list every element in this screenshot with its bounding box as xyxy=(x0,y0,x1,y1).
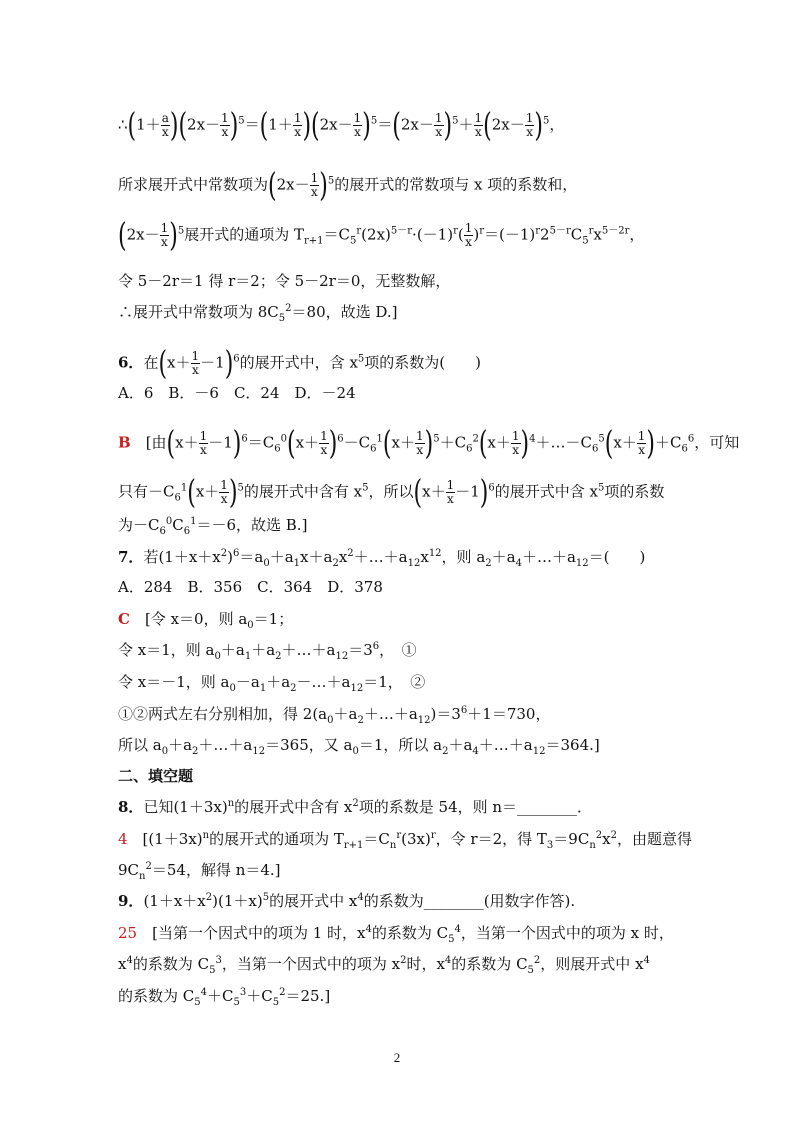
options-7: A．284 B．356 C．364 D．378 xyxy=(118,578,383,596)
question-number: 9． xyxy=(118,892,144,910)
answer-8-line-2: $9C_n^2=54$，解得 n＝4.] xyxy=(118,861,281,882)
solution-line-4: 令 5－2r＝1 得 r＝2；令 5－2r＝0，无整数解， xyxy=(118,272,451,290)
answer-8-line-1: 4 [$(1+3x)^n$的展开式的通项为 $T_{r+1}=C_n^r(3x)^r$，令 r＝2，得 $T_3=9C_n^2x^2$，由题意得 xyxy=(118,830,692,851)
solution-line-1: ∴(1＋ $\frac{a}{x}$ )(2x－ $\frac{1}{x}$ )$^5$＝(1＋ $\frac{1}{x}$ )(2x－ $\frac{1}{x}$ )$^5$＝(2x－ $\frac{1}{x}$ )$^5$＋ $\frac{1}{x}$ (2x－ $\frac{1}{x}$ )$^5$， xyxy=(118,107,565,145)
question-7: 7．若$(1+x+x^2)^6=a_0+a_1x+a_2x^2+\dots+a_{12}x^{12}$，则 $a_2+a_4+\dots+a_{12}=$( ) xyxy=(118,548,646,569)
question-8: 8．已知$(1+3x)^n$的展开式中含有 $x^2$项的系数是 54，则 n＝________． xyxy=(118,798,593,816)
question-number: 7． xyxy=(118,548,144,566)
answer-7-line-1: C [令 x＝0，则 $a_0=1$； xyxy=(118,610,294,631)
answer-7-line-3: 令 x＝－1，则 $a_0-a_1+a_2-\dots+a_{12}=1$， ② xyxy=(118,673,426,694)
answer-6-line-2: 只有$-C_6^1(x+$ $\frac{1}{x}$ )$^5$的展开式中含有 $x^5$，所以(x＋ $\frac{1}{x}$ －1)$^6$的展开式中含 $x^5$项的系数 xyxy=(118,474,665,512)
question-number: 8． xyxy=(118,798,144,816)
answer-7-line-5: 所以 $a_0+a_2+\dots+a_{12}=365$，又 $a_0=1$，所以 $a_2+a_4+\dots+a_{12}=364$.] xyxy=(118,736,600,757)
answer-7-line-2: 令 x＝1，则 $a_0+a_1+a_2+\dots+a_{12}=3^6$， ① xyxy=(118,641,417,662)
question-6: 6．在(x＋ $\frac{1}{x}$ －1)$^6$的展开式中，含 $x^5$项的系数为( ) xyxy=(118,345,481,383)
section-heading: 二、填空题 xyxy=(118,767,194,785)
answer-label: C xyxy=(118,610,130,628)
question-number: 6． xyxy=(118,353,144,372)
answer-9-line-3: 的系数为 $C_5^4+C_5^3+C_5^2=25$.] xyxy=(118,987,331,1008)
answer-6-line-1: B [由(x＋ $\frac{1}{x}$ $-1)^6=C_6^0(x+$ $\frac{1}{x}$ )$^6-C_6^1(x+$ $\frac{1}{x}$ )$^5+C_6^2(x+$ $\frac{1}{x}$ )$^4+\dots-C_6^5(x+$ $\frac{1}{x}$ )$+C_6^6$，可知 xyxy=(118,425,740,463)
answer-7-line-4: ①②两式左右分别相加，得 $2(a_0+a_2+\dots+a_{12})=3^6+1=730$， xyxy=(118,705,551,726)
answer-label: B xyxy=(118,433,131,452)
question-9: 9．$(1+x+x^2)(1+x)^5$的展开式中 $x^4$的系数为________(用数字作答). xyxy=(118,892,576,910)
solution-line-2: 所求展开式中常数项为(2x－ $\frac{1}{x}$ )$^5$的展开式的常数项与 x 项的系数和， xyxy=(118,167,578,205)
answer-label: 4 xyxy=(118,830,128,848)
solution-line-3: (2x－ $\frac{1}{x}$ )$^5$展开式的通项为 $T_{r+1}=C_5^r(2x)^{5-r}\cdot(-1)^r$( $\frac{1}{x}$ )$^r=(-1)^r2^{5-r}C_5^rx^{5-2r}$， xyxy=(118,217,645,255)
options-6: A．6 B．－6 C．24 D．－24 xyxy=(118,384,356,402)
answer-9-line-2: $x^4$的系数为 $C_5^3$，当第一个因式中的项为 $x^2$时，$x^4$的系数为 $C_5^2$，则展开式中 $x^4$ xyxy=(118,955,650,976)
page-number: 2 xyxy=(393,1050,401,1065)
solution-line-5: ∴展开式中常数项为 $8C_5^2=80$，故选 D.] xyxy=(118,303,398,324)
answer-label: 25 xyxy=(118,924,138,942)
answer-6-line-3: 为$-C_6^0C_6^1=-6$，故选 B.] xyxy=(118,516,308,537)
answer-9-line-1: 25 [当第一个因式中的项为 1 时，$x^4$的系数为 $C_5^4$，当第一个因式中的项为 x 时， xyxy=(118,924,674,945)
